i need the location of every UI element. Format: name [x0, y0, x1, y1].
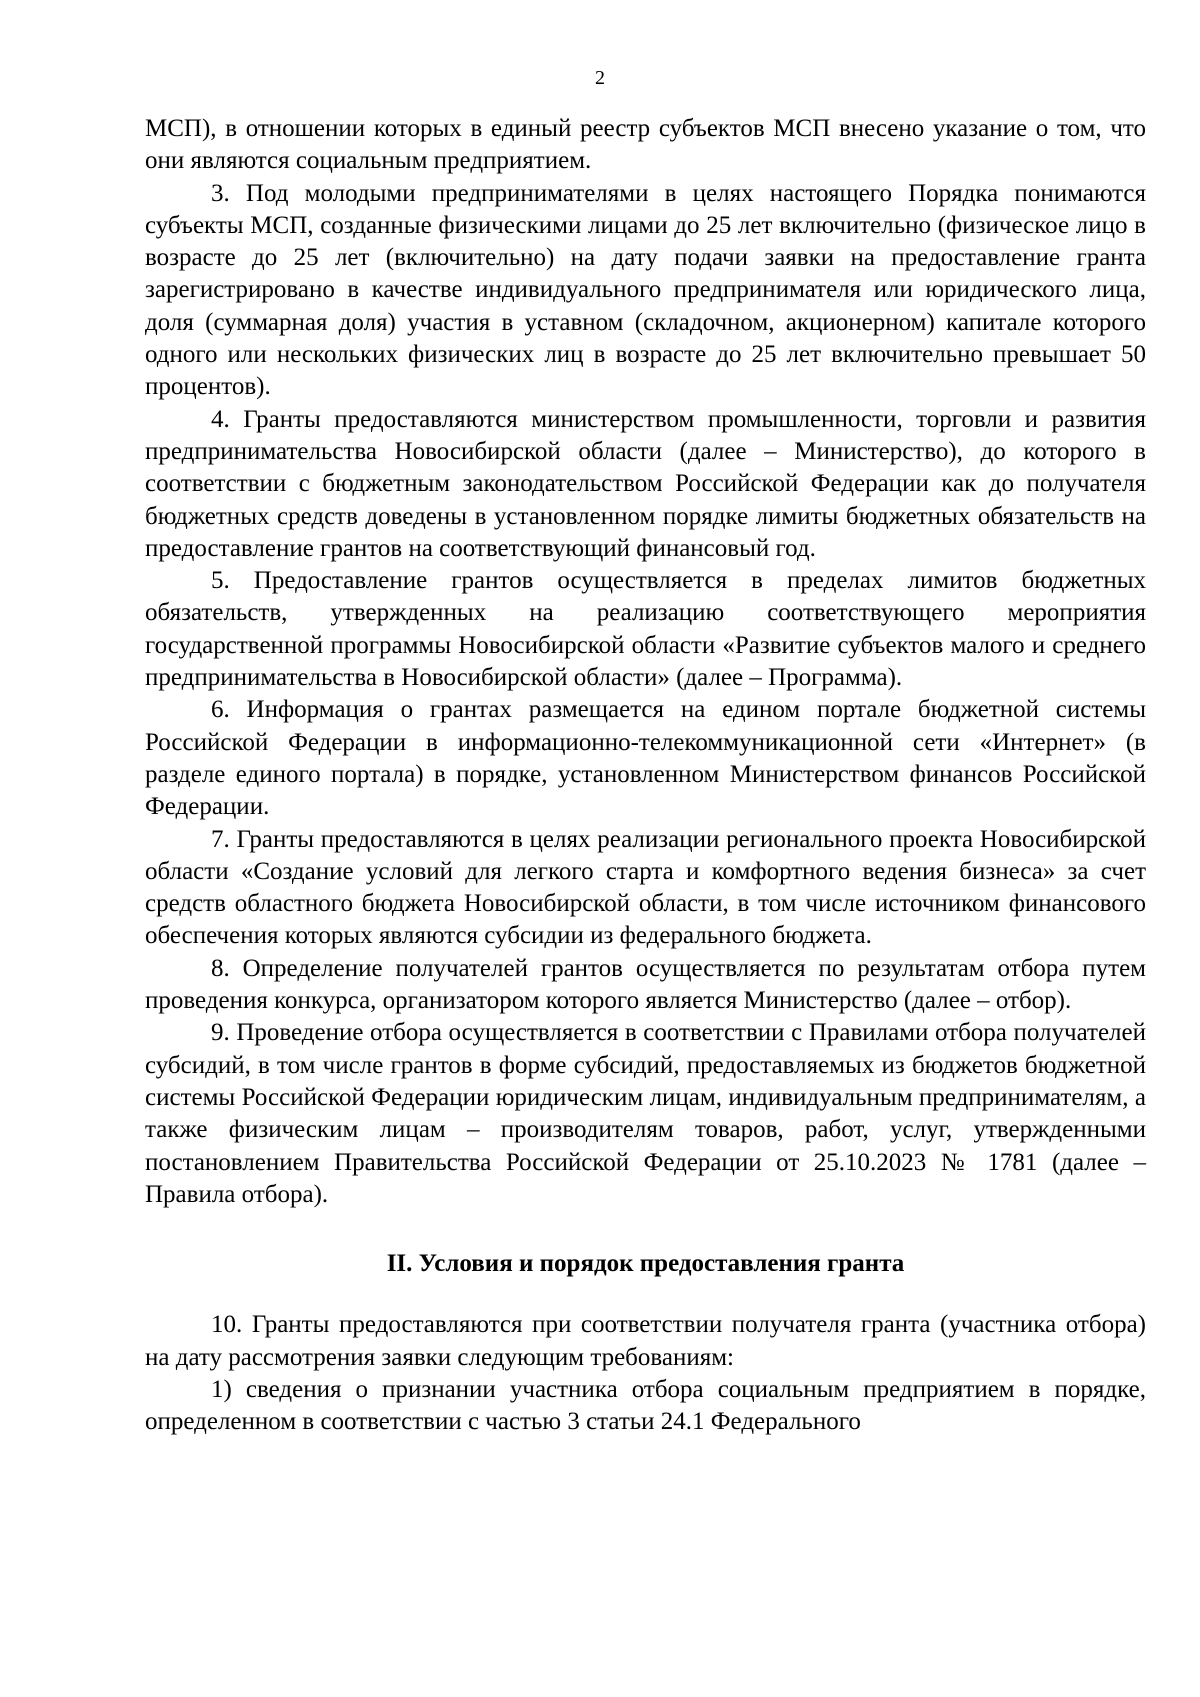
- paragraph-3: 3. Под молодыми предпринимателями в целях настоящего Порядка понимаются субъекты МСП, созданные физическими лицами до 25 лет включительно (физическое лицо в возрасте до 25 лет (включительно) на дату подачи заявки на предоставление гранта зарегистрировано в качестве индивидуального предпринимателя или юридического лица, доля (суммарная доля) участия в уставном (складочном, акционерном) капитале которого одного или нескольких физических лиц в возрасте до 25 лет включительно превышает 50 процентов).: [145, 179, 1146, 401]
- paragraph-9: 9. Проведение отбора осуществляется в соответствии с Правилами отбора получателей субсидий, в том числе грантов в форме субсидий, предоставляемых из бюджетов бюджетной системы Российской Федерации юридическим лицам, индивидуальным предпринимателям, а также физическим лицам – производителям товаров, работ, услуг, утвержденными постановлением Правительства Российской Федерации от 25.10.2023 № 1781 (далее – Правила отбора).: [145, 1019, 1146, 1208]
- paragraph-6: 6. Информация о грантах размещается на едином портале бюджетной системы Российской Федерации в информационно-телекоммуникационной сети «Интернет» (в разделе единого портала) в порядке, установленном Министерством финансов Российской Федерации.: [145, 696, 1146, 821]
- page-number: 2: [595, 67, 605, 89]
- paragraph-continuation: МСП), в отношении которых в единый реестр субъектов МСП внесено указание о том, что они являются социальным предприятием.: [145, 115, 1146, 175]
- paragraph-5: 5. Предоставление грантов осуществляется в пределах лимитов бюджетных обязательств, утвержденных на реализацию соответствующего мероприятия государственной программы Новосибирской области «Развитие субъектов малого и среднего предпринимательства в Новосибирской области» (далее – Программа).: [145, 567, 1146, 692]
- paragraph-10-item-1: 1) сведения о признании участника отбора социальным предприятием в порядке, определенном в соответствии с частью 3 статьи 24.1 Федерального: [145, 1375, 1146, 1436]
- section-heading: II. Условия и порядок предоставления гранта: [386, 1250, 905, 1278]
- paragraph-10: 10. Гранты предоставляются при соответствии получателя гранта (участника отбора) на дату рассмотрения заявки следующим требованиям:: [145, 1311, 1146, 1371]
- paragraph-7: 7. Гранты предоставляются в целях реализации регионального проекта Новосибирской области «Создание условий для легкого старта и комфортного ведения бизнеса» за счет средств областного бюджета Новосибирской области, в том числе источником финансового обеспечения которых являются субсидии из федерального бюджета.: [145, 825, 1146, 950]
- document-body: [145, 113, 1146, 1439]
- paragraph-4: 4. Гранты предоставляются министерством промышленности, торговли и развития предпринимательства Новосибирской области (далее – Министерство), до которого в соответствии с бюджетным законодательством Российской Федерации как до получателя бюджетных средств доведены в установленном порядке лимиты бюджетных обязательств на предоставление грантов на соответствующий финансовый год.: [145, 405, 1146, 562]
- paragraph-8: 8. Определение получателей грантов осуществляется по результатам отбора путем проведения конкурса, организатором которого является Министерство (далее – отбор).: [145, 954, 1146, 1015]
